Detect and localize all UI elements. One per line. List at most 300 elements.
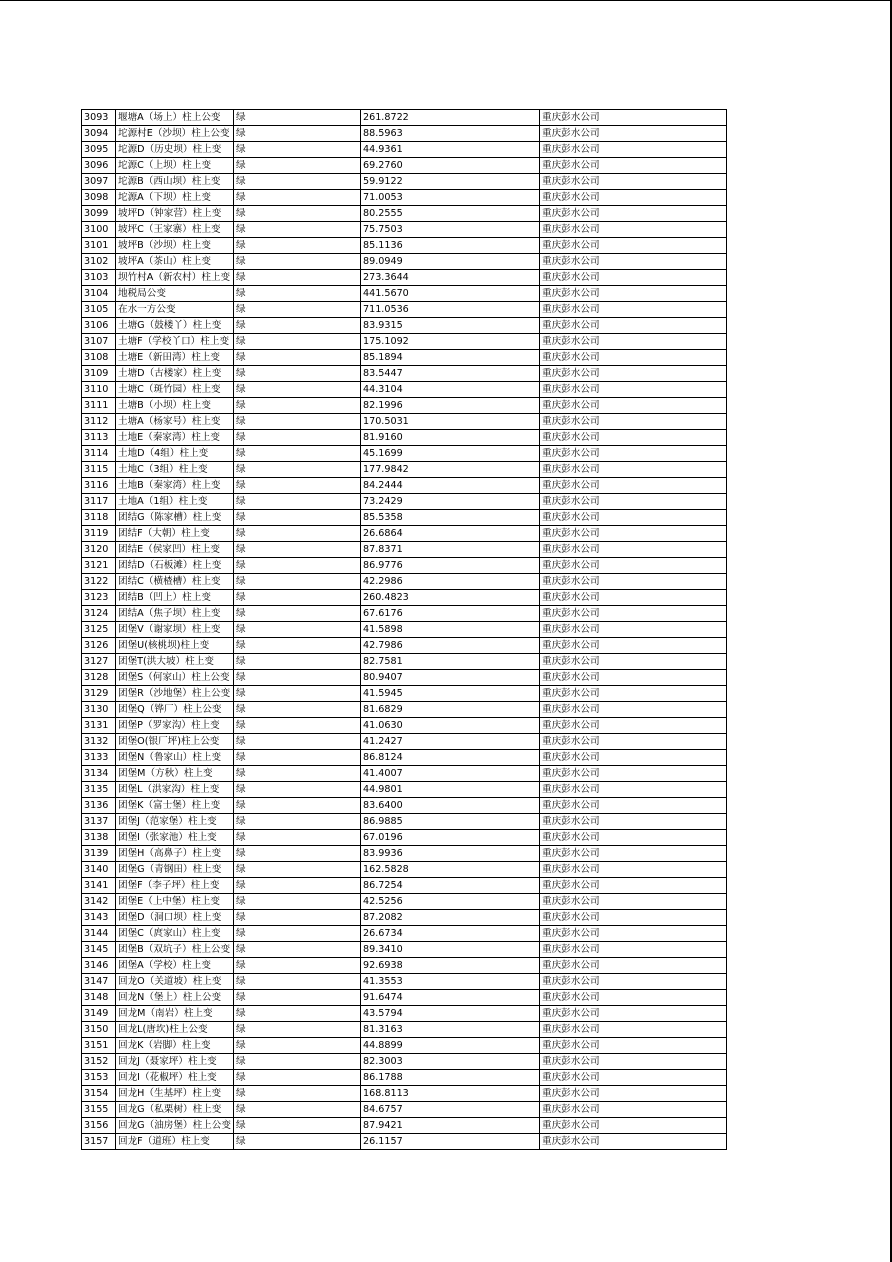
transformer-name-cell: 回龙H（生基坪）柱上变 [116,1086,234,1102]
table-row [82,862,727,878]
value-cell: 67.0196 [361,830,540,846]
table-row [82,638,727,654]
value-cell: 41.2427 [361,734,540,750]
value-cell: 41.3553 [361,974,540,990]
row-id-cell: 3123 [82,590,116,606]
status-color-cell: 绿 [234,574,361,590]
status-color-cell: 绿 [234,254,361,270]
transformer-name-cell: 团堡Q（铧厂）柱上公变 [116,702,234,718]
status-color-cell: 绿 [234,302,361,318]
row-id-cell: 3105 [82,302,116,318]
row-id-cell: 3142 [82,894,116,910]
transformer-name-cell: 坡坪D（钟家营）柱上变 [116,206,234,222]
transformer-name-cell: 坨源B（西山坝）柱上变 [116,174,234,190]
row-id-cell: 3103 [82,270,116,286]
row-id-cell: 3128 [82,670,116,686]
transformer-name-cell: 回龙J（聂家坪）柱上变 [116,1054,234,1070]
table-row [82,590,727,606]
status-color-cell: 绿 [234,734,361,750]
value-cell: 44.8899 [361,1038,540,1054]
table-row [82,430,727,446]
transformer-name-cell: 土塘B（小坝）柱上变 [116,398,234,414]
row-id-cell: 3130 [82,702,116,718]
table-row [82,958,727,974]
value-cell: 83.6400 [361,798,540,814]
table-row [82,766,727,782]
value-cell: 26.1157 [361,1134,540,1150]
row-id-cell: 3150 [82,1022,116,1038]
value-cell: 170.5031 [361,414,540,430]
table-row [82,1006,727,1022]
transformer-name-cell: 团堡V（谢家坝）柱上变 [116,622,234,638]
table-row [82,558,727,574]
company-cell: 重庆彭水公司 [540,462,727,478]
transformer-name-cell: 团堡C（庹家山）柱上变 [116,926,234,942]
value-cell: 86.9776 [361,558,540,574]
transformer-name-cell: 在水一方公变 [116,302,234,318]
table-row [82,830,727,846]
company-cell: 重庆彭水公司 [540,734,727,750]
table-row [82,190,727,206]
transformer-name-cell: 堰塘A（场上）柱上公变 [116,110,234,126]
status-color-cell: 绿 [234,846,361,862]
page-top-border [0,0,892,1]
transformer-name-cell: 坨源A（下坝）柱上变 [116,190,234,206]
value-cell: 81.3163 [361,1022,540,1038]
table-row [82,782,727,798]
table-row [82,894,727,910]
table-row [82,846,727,862]
row-id-cell: 3125 [82,622,116,638]
company-cell: 重庆彭水公司 [540,382,727,398]
status-color-cell: 绿 [234,366,361,382]
table-row [82,574,727,590]
transformer-name-cell: 团结F（大朝）柱上变 [116,526,234,542]
status-color-cell: 绿 [234,910,361,926]
company-cell: 重庆彭水公司 [540,1022,727,1038]
table-row [82,798,727,814]
row-id-cell: 3095 [82,142,116,158]
company-cell: 重庆彭水公司 [540,878,727,894]
row-id-cell: 3148 [82,990,116,1006]
table-body [82,110,727,1150]
value-cell: 82.1996 [361,398,540,414]
company-cell: 重庆彭水公司 [540,1038,727,1054]
status-color-cell: 绿 [234,494,361,510]
value-cell: 42.7986 [361,638,540,654]
value-cell: 67.6176 [361,606,540,622]
company-cell: 重庆彭水公司 [540,494,727,510]
value-cell: 261.8722 [361,110,540,126]
value-cell: 83.9315 [361,318,540,334]
transformer-name-cell: 团堡U(核桃坝)柱上变 [116,638,234,654]
company-cell: 重庆彭水公司 [540,1102,727,1118]
table-row [82,878,727,894]
value-cell: 45.1699 [361,446,540,462]
company-cell: 重庆彭水公司 [540,1134,727,1150]
row-id-cell: 3143 [82,910,116,926]
company-cell: 重庆彭水公司 [540,270,727,286]
table-row [82,270,727,286]
company-cell: 重庆彭水公司 [540,446,727,462]
value-cell: 87.2082 [361,910,540,926]
company-cell: 重庆彭水公司 [540,782,727,798]
status-color-cell: 绿 [234,430,361,446]
status-color-cell: 绿 [234,510,361,526]
table-row [82,350,727,366]
status-color-cell: 绿 [234,1022,361,1038]
transformer-name-cell: 团堡K（富士堡）柱上变 [116,798,234,814]
value-cell: 84.6757 [361,1102,540,1118]
transformer-name-cell: 回龙N（堡上）柱上公变 [116,990,234,1006]
status-color-cell: 绿 [234,622,361,638]
company-cell: 重庆彭水公司 [540,686,727,702]
value-cell: 83.9936 [361,846,540,862]
value-cell: 85.1136 [361,238,540,254]
status-color-cell: 绿 [234,334,361,350]
value-cell: 82.3003 [361,1054,540,1070]
status-color-cell: 绿 [234,718,361,734]
company-cell: 重庆彭水公司 [540,238,727,254]
table-row [82,382,727,398]
transformer-name-cell: 团堡N（鲁家山）柱上变 [116,750,234,766]
company-cell: 重庆彭水公司 [540,254,727,270]
table-row [82,1086,727,1102]
status-color-cell: 绿 [234,990,361,1006]
transformer-name-cell: 团堡B（双坑子）柱上公变 [116,942,234,958]
company-cell: 重庆彭水公司 [540,606,727,622]
table-row [82,926,727,942]
transformer-name-cell: 土塘D（古楼家）柱上变 [116,366,234,382]
value-cell: 26.6734 [361,926,540,942]
row-id-cell: 3104 [82,286,116,302]
row-id-cell: 3139 [82,846,116,862]
transformer-name-cell: 回龙M（南岩）柱上变 [116,1006,234,1022]
company-cell: 重庆彭水公司 [540,574,727,590]
row-id-cell: 3141 [82,878,116,894]
table-row [82,1054,727,1070]
table-row [82,974,727,990]
status-color-cell: 绿 [234,414,361,430]
value-cell: 162.5828 [361,862,540,878]
value-cell: 89.0949 [361,254,540,270]
table-row [82,654,727,670]
company-cell: 重庆彭水公司 [540,334,727,350]
transformer-name-cell: 土塘E（新田湾）柱上变 [116,350,234,366]
status-color-cell: 绿 [234,590,361,606]
status-color-cell: 绿 [234,1118,361,1134]
value-cell: 42.5256 [361,894,540,910]
status-color-cell: 绿 [234,926,361,942]
status-color-cell: 绿 [234,750,361,766]
table-row [82,286,727,302]
table-row [82,366,727,382]
status-color-cell: 绿 [234,350,361,366]
transformer-name-cell: 回龙G（油房堡）柱上公变 [116,1118,234,1134]
table-row [82,606,727,622]
status-color-cell: 绿 [234,206,361,222]
company-cell: 重庆彭水公司 [540,926,727,942]
value-cell: 441.5670 [361,286,540,302]
value-cell: 82.7581 [361,654,540,670]
status-color-cell: 绿 [234,1086,361,1102]
status-color-cell: 绿 [234,958,361,974]
value-cell: 80.2555 [361,206,540,222]
transformer-name-cell: 土塘F（学校丫口）柱上变 [116,334,234,350]
row-id-cell: 3107 [82,334,116,350]
table-row [82,462,727,478]
company-cell: 重庆彭水公司 [540,638,727,654]
transformer-name-cell: 回龙F（道班）柱上变 [116,1134,234,1150]
value-cell: 84.2444 [361,478,540,494]
status-color-cell: 绿 [234,654,361,670]
status-color-cell: 绿 [234,1134,361,1150]
company-cell: 重庆彭水公司 [540,702,727,718]
value-cell: 86.8124 [361,750,540,766]
table-row [82,414,727,430]
transformer-name-cell: 回龙K（岩脚）柱上变 [116,1038,234,1054]
company-cell: 重庆彭水公司 [540,894,727,910]
value-cell: 177.9842 [361,462,540,478]
row-id-cell: 3127 [82,654,116,670]
row-id-cell: 3126 [82,638,116,654]
value-cell: 89.3410 [361,942,540,958]
status-color-cell: 绿 [234,974,361,990]
status-color-cell: 绿 [234,446,361,462]
row-id-cell: 3144 [82,926,116,942]
value-cell: 87.8371 [361,542,540,558]
status-color-cell: 绿 [234,878,361,894]
value-cell: 168.8113 [361,1086,540,1102]
transformer-name-cell: 团结A（焦子坝）柱上变 [116,606,234,622]
company-cell: 重庆彭水公司 [540,430,727,446]
table-row [82,990,727,1006]
table-row [82,1070,727,1086]
value-cell: 41.0630 [361,718,540,734]
value-cell: 69.2760 [361,158,540,174]
status-color-cell: 绿 [234,174,361,190]
row-id-cell: 3094 [82,126,116,142]
row-id-cell: 3121 [82,558,116,574]
row-id-cell: 3133 [82,750,116,766]
transformer-name-cell: 团堡G（青钢田）柱上变 [116,862,234,878]
row-id-cell: 3099 [82,206,116,222]
transformer-name-cell: 坝竹村A（新农村）柱上变 [116,270,234,286]
status-color-cell: 绿 [234,1102,361,1118]
value-cell: 41.5945 [361,686,540,702]
table-row [82,814,727,830]
row-id-cell: 3106 [82,318,116,334]
row-id-cell: 3136 [82,798,116,814]
table-row [82,622,727,638]
table-row [82,302,727,318]
status-color-cell: 绿 [234,782,361,798]
status-color-cell: 绿 [234,942,361,958]
row-id-cell: 3111 [82,398,116,414]
company-cell: 重庆彭水公司 [540,526,727,542]
transformer-name-cell: 土地A（1组）柱上变 [116,494,234,510]
transformer-name-cell: 团结C（横楂槽）柱上变 [116,574,234,590]
value-cell: 88.5963 [361,126,540,142]
transformer-name-cell: 坨源C（上坝）柱上变 [116,158,234,174]
company-cell: 重庆彭水公司 [540,766,727,782]
row-id-cell: 3140 [82,862,116,878]
value-cell: 86.9885 [361,814,540,830]
status-color-cell: 绿 [234,766,361,782]
row-id-cell: 3156 [82,1118,116,1134]
table-row [82,1022,727,1038]
status-color-cell: 绿 [234,478,361,494]
table-row [82,1102,727,1118]
value-cell: 85.1894 [361,350,540,366]
table-row [82,318,727,334]
company-cell: 重庆彭水公司 [540,222,727,238]
row-id-cell: 3118 [82,510,116,526]
row-id-cell: 3109 [82,366,116,382]
value-cell: 175.1092 [361,334,540,350]
transformer-name-cell: 团堡M（方秋）柱上变 [116,766,234,782]
company-cell: 重庆彭水公司 [540,814,727,830]
company-cell: 重庆彭水公司 [540,1006,727,1022]
table-row [82,174,727,190]
value-cell: 81.9160 [361,430,540,446]
company-cell: 重庆彭水公司 [540,750,727,766]
value-cell: 711.0536 [361,302,540,318]
row-id-cell: 3096 [82,158,116,174]
table-row [82,238,727,254]
transformer-name-cell: 团堡E（上中堡）柱上变 [116,894,234,910]
status-color-cell: 绿 [234,558,361,574]
transformer-name-cell: 回龙O（关道坡）柱上变 [116,974,234,990]
transformer-name-cell: 团堡H（高鼻子）柱上变 [116,846,234,862]
company-cell: 重庆彭水公司 [540,1086,727,1102]
company-cell: 重庆彭水公司 [540,414,727,430]
row-id-cell: 3120 [82,542,116,558]
status-color-cell: 绿 [234,222,361,238]
company-cell: 重庆彭水公司 [540,174,727,190]
company-cell: 重庆彭水公司 [540,478,727,494]
transformer-name-cell: 坨源D（历史坝）柱上变 [116,142,234,158]
row-id-cell: 3152 [82,1054,116,1070]
row-id-cell: 3134 [82,766,116,782]
value-cell: 43.5794 [361,1006,540,1022]
row-id-cell: 3153 [82,1070,116,1086]
transformer-name-cell: 团堡O(银厂坪)柱上公变 [116,734,234,750]
table-row [82,910,727,926]
row-id-cell: 3151 [82,1038,116,1054]
value-cell: 41.5898 [361,622,540,638]
company-cell: 重庆彭水公司 [540,798,727,814]
table-row [82,158,727,174]
transformer-name-cell: 土地E（秦家湾）柱上变 [116,430,234,446]
value-cell: 26.6864 [361,526,540,542]
table-row [82,334,727,350]
value-cell: 85.5358 [361,510,540,526]
value-cell: 80.9407 [361,670,540,686]
transformer-name-cell: 土塘A（杨家号）柱上变 [116,414,234,430]
row-id-cell: 3110 [82,382,116,398]
value-cell: 41.4007 [361,766,540,782]
row-id-cell: 3155 [82,1102,116,1118]
status-color-cell: 绿 [234,702,361,718]
row-id-cell: 3124 [82,606,116,622]
transformer-name-cell: 地税局公变 [116,286,234,302]
transformer-name-cell: 坨源村E（沙坝）柱上公变 [116,126,234,142]
company-cell: 重庆彭水公司 [540,190,727,206]
table-row [82,398,727,414]
transformer-name-cell: 团堡R（沙地堡）柱上公变 [116,686,234,702]
status-color-cell: 绿 [234,686,361,702]
company-cell: 重庆彭水公司 [540,206,727,222]
transformer-name-cell: 团堡A（学校）柱上变 [116,958,234,974]
transformer-name-cell: 团结E（侯家凹）柱上变 [116,542,234,558]
company-cell: 重庆彭水公司 [540,542,727,558]
value-cell: 86.1788 [361,1070,540,1086]
value-cell: 87.9421 [361,1118,540,1134]
row-id-cell: 3147 [82,974,116,990]
row-id-cell: 3101 [82,238,116,254]
status-color-cell: 绿 [234,158,361,174]
value-cell: 81.6829 [361,702,540,718]
status-color-cell: 绿 [234,1038,361,1054]
value-cell: 42.2986 [361,574,540,590]
status-color-cell: 绿 [234,862,361,878]
company-cell: 重庆彭水公司 [540,622,727,638]
value-cell: 260.4823 [361,590,540,606]
company-cell: 重庆彭水公司 [540,158,727,174]
table-row [82,126,727,142]
transformer-name-cell: 坡坪C（王家寨）柱上变 [116,222,234,238]
company-cell: 重庆彭水公司 [540,910,727,926]
transformer-name-cell: 土地B（秦家湾）柱上变 [116,478,234,494]
company-cell: 重庆彭水公司 [540,1118,727,1134]
row-id-cell: 3146 [82,958,116,974]
table-row [82,702,727,718]
transformer-name-cell: 坡坪B（沙坝）柱上变 [116,238,234,254]
transformer-name-cell: 土塘G（鼓楼丫）柱上变 [116,318,234,334]
transformer-name-cell: 土塘C（斑竹园）柱上变 [116,382,234,398]
status-color-cell: 绿 [234,798,361,814]
status-color-cell: 绿 [234,1006,361,1022]
company-cell: 重庆彭水公司 [540,110,727,126]
company-cell: 重庆彭水公司 [540,718,727,734]
value-cell: 92.6938 [361,958,540,974]
company-cell: 重庆彭水公司 [540,302,727,318]
company-cell: 重庆彭水公司 [540,990,727,1006]
row-id-cell: 3114 [82,446,116,462]
status-color-cell: 绿 [234,830,361,846]
transformer-name-cell: 团结D（石板滩）柱上变 [116,558,234,574]
table-row [82,670,727,686]
value-cell: 86.7254 [361,878,540,894]
row-id-cell: 3116 [82,478,116,494]
transformer-name-cell: 回龙I（花椒坪）柱上变 [116,1070,234,1086]
row-id-cell: 3131 [82,718,116,734]
value-cell: 59.9122 [361,174,540,190]
company-cell: 重庆彭水公司 [540,1054,727,1070]
status-color-cell: 绿 [234,1054,361,1070]
status-color-cell: 绿 [234,190,361,206]
table-row [82,222,727,238]
table-row [82,734,727,750]
value-cell: 75.7503 [361,222,540,238]
table-row [82,478,727,494]
row-id-cell: 3097 [82,174,116,190]
row-id-cell: 3138 [82,830,116,846]
value-cell: 83.5447 [361,366,540,382]
value-cell: 71.0053 [361,190,540,206]
company-cell: 重庆彭水公司 [540,670,727,686]
